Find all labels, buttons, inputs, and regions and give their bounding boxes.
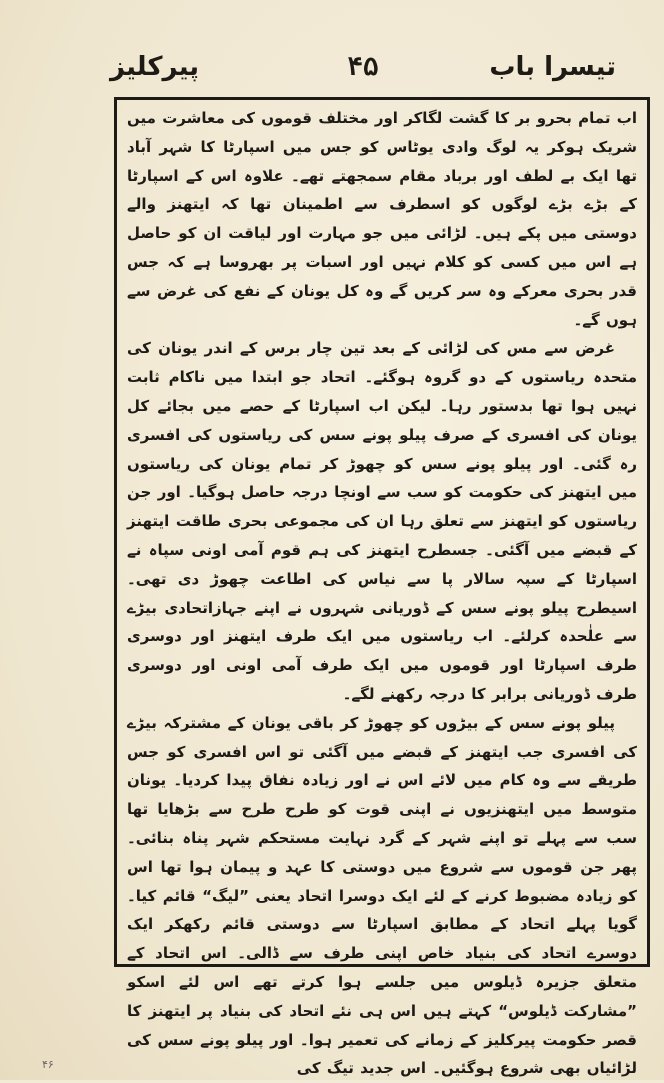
paragraph-3: پیلو پونے سس کے بیڑوں کو چھوڑ کر باقی یونان کے مشترکہ بیڑے کی افسری جب ایتھنز کے قبضے میں آگئی تو اس افسری کو جس طریقے سے وہ کام میں لائے اس نے اور زیادہ نفاق پیدا کردیا۔ یونان متوسط میں ایتھنزیوں نے اپنی قوت کو طرح طرح سے بڑھایا تھا سب سے پہلے تو اپنے شہر کے گرد نہایت مستحکم شہر پناہ بنائی۔ پھر جن قوموں سے شروع میں دوستی کا عہد و پیمان ہوا تھا اس کو زیادہ مضبوط کرنے کے لئے ایک دوسرا اتحاد یعنی ”لیگ“ قائم کیا۔ گویا پہلے اتحاد کے مطابق اسپارٹا سے دوستی قائم رکھکر ایک دوسرے اتحاد کی بنیاد خاص اپنی طرف سے ڈالی۔ اس اتحاد کے متعلق جزیرہ ڈیلوس میں جلسے ہوا کرتے تھے اس لئے اسکو ”مشارکت ڈیلوس“ کہتے ہیں اس ہی نئے اتحاد کی بنیاد پر ایتھنز کا قصر حکومت پیرکلیز کے زمانے کی تعمیر ہوا۔ اور پیلو پونے سس کی لڑائیاں بھی شروع ہوگئیں۔ اس جدید تیگ کی bbox=[127, 713, 637, 1078]
running-title: پیرکلیز bbox=[110, 52, 200, 82]
chapter-heading: تیسرا باب bbox=[489, 52, 616, 82]
text-frame bbox=[114, 97, 650, 1078]
page-number: ۴۵ bbox=[347, 52, 379, 82]
corner-mark: ۴۶ bbox=[42, 1058, 54, 1071]
page-header bbox=[110, 44, 616, 94]
paragraph-1: اب تمام بحرو بر کا گشت لگاکر اور مختلف قوموں کی معاشرت میں شریک ہوکر یہ لوگ وادی یوٹاس کو جس میں اسپارٹا کا شہر آباد تھا ایک بے لطف اور برباد مقام سمجھتے تھے۔ علاوہ اس کے اسپارٹا کے بڑے بڑے لوگوں کو اسطرف سے اطمینان تھا کہ ایتھنز والے دوستی میں پکے ہیں۔ لڑائی میں جو مہارت اور لیاقت ان کو حاصل ہے اس میں کسی کو کلام نہیں اور اسبات پر بھروسا ہے کہ جس قدر بحری معرکے وہ سر کریں گے وہ کل یونان کے نفع کی غرض سے ہوں گے۔ bbox=[127, 109, 637, 329]
paragraph-2: غرض سے مس کی لڑائی کے بعد تین چار برس کے اندر یونان کی متحدہ ریاستوں کے دو گروہ ہوگئے۔ اتحاد جو ابتدا میں ناکام ثابت نہیں ہوا تھا بدستور رہا۔ لیکن اب اسپارٹا کے حصے میں بجائے کل یونان کی افسری کے صرف پیلو پونے سس کی ریاستوں کی افسری رہ گئی۔ اور پیلو پونے سس کو چھوڑ کر تمام یونان کی ریاستوں میں ایتھنز کی حکومت کو سب سے اونچا درجہ حاصل ہوگیا۔ اور جن ریاستوں کو ایتھنز سے تعلق رہا ان کی مجموعی بحری طاقت ایتھنز کے قبضے میں آگئی۔ جسطرح ایتھنز کی ہم قوم آمی اونی سپاہ نے اسپارٹا کے سپہ سالار پا سے نیاس کی اطاعت چھوڑ دی تھی۔ اسیطرح پیلو پونے سس کے ڈوریانی شہروں نے اپنے جہازاتحادی بیڑے سے علٰحدہ کرلئے۔ اب ریاستوں میں ایک طرف ایتھنز اور دوسری طرف اسپارٹا اور قوموں میں ایک طرف آمی اونی اور دوسری طرف ڈوریانی برابر کا درجہ رکھنے لگے۔ bbox=[127, 339, 637, 703]
